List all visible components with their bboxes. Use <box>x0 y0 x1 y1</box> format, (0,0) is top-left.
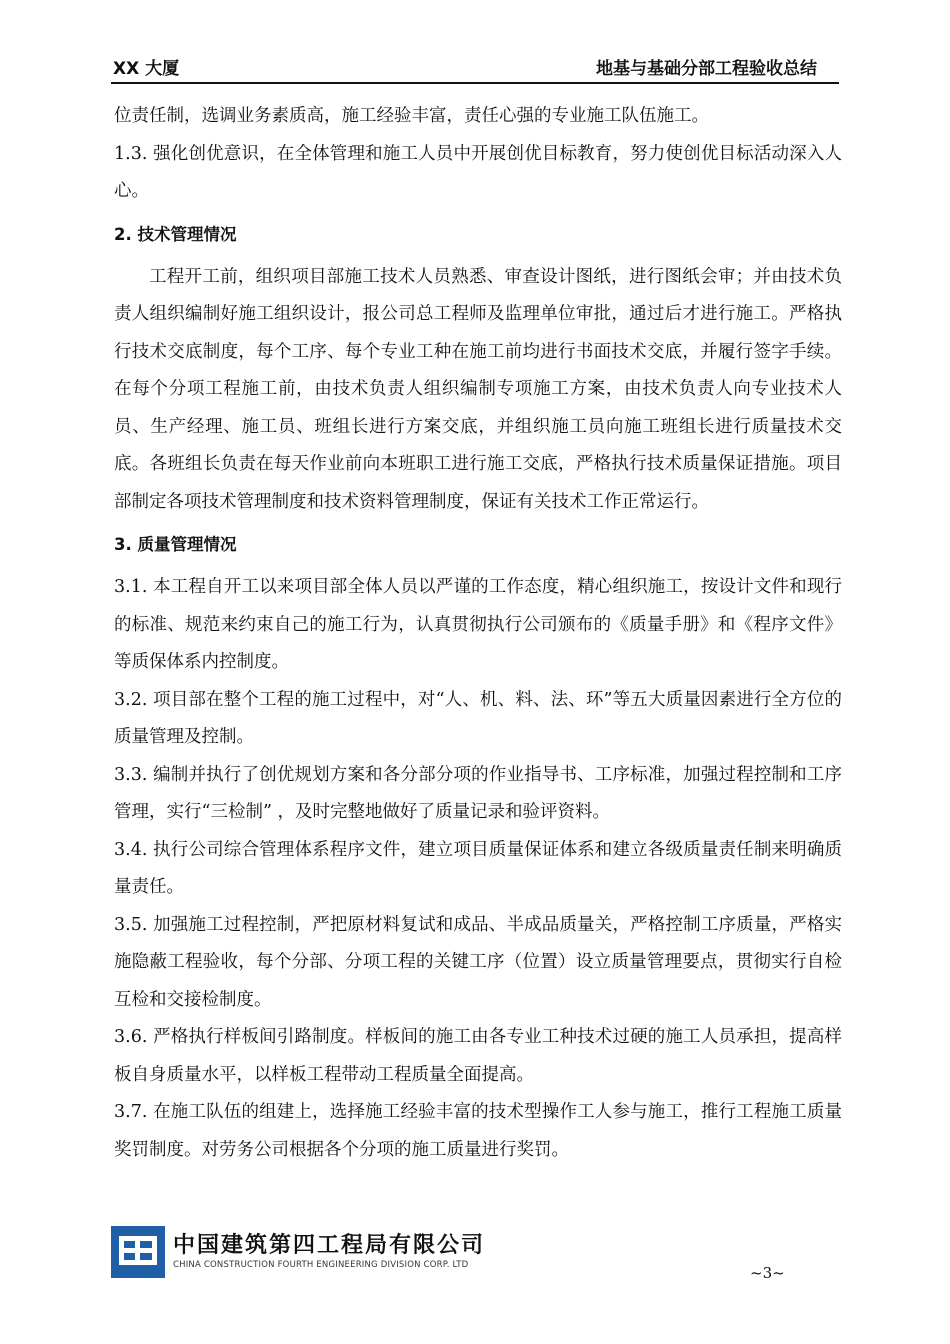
paragraph: 工程开工前，组织项目部施工技术人员熟悉、审查设计图纸，进行图纸会审；并由技术负责人组织编制好施工组织设计，报公司总工程师及监理单位审批，通过后才进行施工。严格执行技术交底制度，每个工序、每个专业工种在施工前均进行书面技术交底，并履行签字手续。在每个分项工程施工前，由技术负责人组织编制专项施工方案，由技术负责人向专业技术人员、生产经理、施工员、班组长进行方案交底，并组织施工员向施工班组长进行质量技术交底。各班组长负责在每天作业前向本班职工进行施工交底，严格执行技术质量保证措施。项目部制定各项技术管理制度和技术资料管理制度，保证有关技术工作正常运行。 <box>114 266 842 512</box>
list-item: 3.7. 在施工队伍的组建上，选择施工经验丰富的技术型操作工人参与施工，推行工程施工质量奖罚制度。对劳务公司根据各个分项的施工质量进行奖罚。 <box>114 1102 842 1160</box>
header-divider <box>111 82 839 84</box>
document-body <box>114 98 842 1169</box>
company-name-en: CHINA CONSTRUCTION FOURTH ENGINEERING DIVISION CORP. LTD <box>173 1260 469 1270</box>
paragraph: 1.3. 强化创优意识，在全体管理和施工人员中开展创优目标教育，努力使创优目标活动深入人心。 <box>114 143 842 201</box>
list-item: 3.6. 严格执行样板间引路制度。样板间的施工由各专业工种技术过硬的施工人员承担，提高样板自身质量水平，以样板工程带动工程质量全面提高。 <box>114 1027 842 1085</box>
page-number: ~3~ <box>750 1264 785 1282</box>
list-item: 3.3. 编制并执行了创优规划方案和各分部分项的作业指导书、工序标准，加强过程控制和工序管理，实行“三检制” ，及时完整地做好了质量记录和验评资料。 <box>114 764 842 822</box>
list-item: 3.2. 项目部在整个工程的施工过程中，对“人、机、料、法、环”等五大质量因素进行全方位的质量管理及控制。 <box>114 689 842 747</box>
cscec-logo-icon <box>111 1226 165 1278</box>
paragraph: 位责任制，选调业务素质高，施工经验丰富，责任心强的专业施工队伍施工。 <box>114 106 709 126</box>
company-name-cn: 中国建筑第四工程局有限公司 <box>173 1233 486 1258</box>
list-item: 3.1. 本工程自开工以来项目部全体人员以严谨的工作态度，精心组织施工，按设计文件和现行的标准、规范来约束自己的施工行为，认真贯彻执行公司颁布的《质量手册》和《程序文件》等质保体系内控制度。 <box>114 577 842 672</box>
list-item: 3.5. 加强施工过程控制，严把原材料复试和成品、半成品质量关，严格控制工序质量，严格实施隐蔽工程验收，每个分部、分项工程的关键工序（位置）设立质量管理要点，贯彻实行自检互检和交接检制度。 <box>114 914 842 1010</box>
company-name <box>173 1233 485 1271</box>
company-logo <box>111 1226 491 1278</box>
section-heading: 3. 质量管理情况 <box>114 535 237 554</box>
document-project-name: XX 大厦 <box>113 59 180 79</box>
page-header <box>111 52 839 82</box>
list-item: 3.4. 执行公司综合管理体系程序文件，建立项目质量保证体系和建立各级质量责任制来明确质量责任。 <box>114 839 842 897</box>
section-heading: 2. 技术管理情况 <box>114 224 237 244</box>
document-title: 地基与基础分部工程验收总结 <box>596 59 817 79</box>
